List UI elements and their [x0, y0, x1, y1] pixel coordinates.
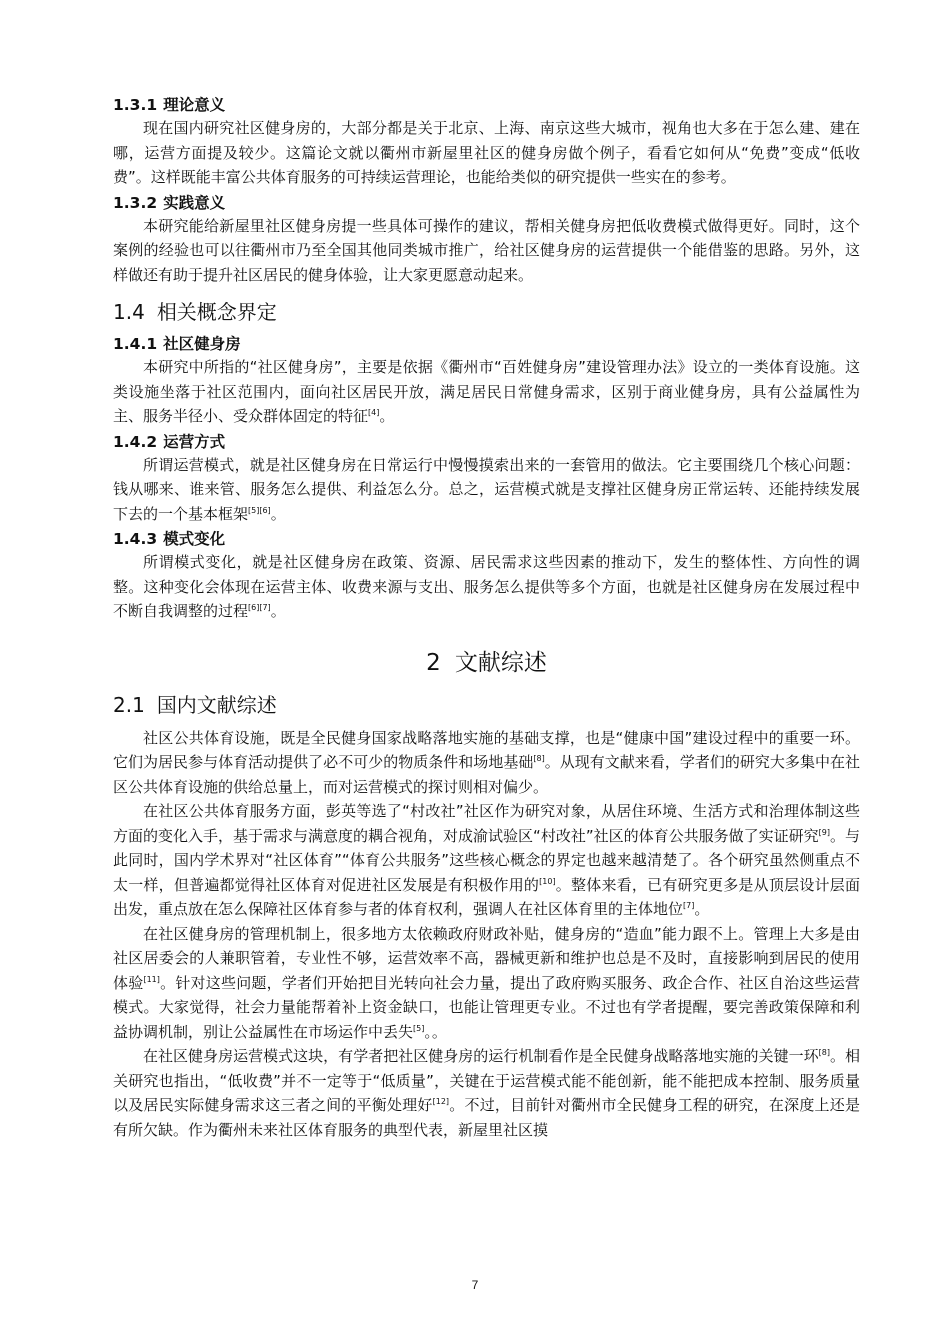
review-paragraph-4: 在社区健身房运营模式这块，有学者把社区健身房的运行机制看作是全民健身战略落地实施的关键一环[8]。相关研究也指出，“低收费”并不一定等于“低质量”，关键在于运营模式能不能创新，能不能把成本控制、服务质量以及居民实际健身需求这三者之间的平衡处理好[12]。不过，目前针对衢州市全民健身工程的研究，在深度上还是有所欠缺。作为衢州未来社区体育服务的典型代表，新屋里社区摸 [113, 1047, 860, 1139]
paragraph-mode-change: 所谓模式变化，就是社区健身房在政策、资源、居民需求这些因素的推动下，发生的整体性、方向性的调整。这种变化会体现在运营主体、收费来源与支出、服务怎么提供等多个方面，也就是社区健身房在发展过程中不断自我调整的过程[6][7]。 [113, 553, 860, 620]
citation: [5] [413, 1023, 425, 1033]
citation: [4] [368, 408, 380, 417]
review-paragraph-3: 在社区健身房的管理机制上，很多地方太依赖政府财政补贴，健身房的“造血”能力跟不上。管理上大多是由社区居委会的人兼职管着，专业性不够，运营效率不高，器械更新和维护也总是不及时，直接影响到居民的使用体验[11]。针对这些问题，学者们开始把目光转向社会力量，提出了政府购买服务、政企合作、社区自治这些运营模式。大家觉得，社会力量能帮着补上资金缺口，也能让管理更专业。不过也有学者提醒，要完善政策保障和利益协调机制，别让公益属性在市场运作中丢失[5]。。 [113, 924, 861, 1041]
heading-1-3-1: 1.3.1 理论意义 [113, 96, 226, 114]
paragraph-operation-mode: 所谓运营模式，就是社区健身房在日常运行中慢慢摸索出来的一套管用的做法。它主要围绕几个核心问题：钱从哪来、谁来管、服务怎么提供、利益怎么分。总之，运营模式就是支撑社区健身房正常运转、还能持续发展下去的一个基本框架[5][6]。 [113, 455, 860, 523]
heading-1-4-3: 1.4.3 模式变化 [113, 530, 226, 548]
heading-1-4: 1.4 相关概念界定 [113, 300, 277, 324]
citation: [7] [683, 901, 695, 910]
page-number: 7 [471, 1278, 479, 1292]
page-content [113, 92, 860, 1142]
citation: [9] [818, 827, 830, 837]
chapter-2-heading: 2 文献综述 [426, 649, 547, 676]
heading-1-4-2: 1.4.2 运营方式 [113, 432, 226, 451]
heading-1-3-2: 1.3.2 实践意义 [113, 193, 226, 212]
citation: [12] [432, 1097, 450, 1106]
citation: [5][6] [248, 505, 271, 515]
paragraph-theoretical-significance: 现在国内研究社区健身房的，大部分都是关于北京、上海、南京这些大城市，视角也大多在于怎么建、建在哪，运营方面提及较少。这篇论文就以衢州市新屋里社区的健身房做个例子，看看它如何从“免费”变成“低收费”。这样既能丰富公共体育服务的可持续运营理论，也能给类似的研究提供一些实在的参考。 [113, 119, 860, 186]
citation: [11] [143, 974, 160, 984]
heading-1-4-1: 1.4.1 社区健身房 [113, 335, 241, 353]
citation: [8] [818, 1048, 830, 1057]
review-paragraph-2: 在社区公共体育服务方面，彭英等选了“村改社”社区作为研究对象，从居住环境、生活方式和治理体制这些方面的变化入手，基于需求与满意度的耦合视角，对成渝试验区“村改社”社区的体育公共服务做了实证研究[9]。与此同时，国内学术界对“社区体育”“体育公共服务”这些核心概念的界定也越来越清楚了。各个研究虽然侧重点不太一样，但普遍都觉得社区体育对促进社区发展是有积极作用的[10]。整体来看，已有研究更多是从顶层设计层面出发，重点放在怎么保障社区体育参与者的体育权利，强调人在社区体育里的主体地位[7]。 [113, 802, 860, 918]
citation: [8] [533, 754, 545, 763]
review-paragraph-1: 社区公共体育设施，既是全民健身国家战略落地实施的基础支撑，也是“健康中国”建设过程中的重要一环。它们为居民参与体育活动提供了必不可少的物质条件和场地基础[8]。从现有文献来看，学者们的研究大多集中在社区公共体育设施的供给总量上，而对运营模式的探讨则相对偏少。 [113, 728, 861, 796]
citation: [6][7] [248, 603, 271, 612]
paragraph-practical-significance: 本研究能给新屋里社区健身房提一些具体可操作的建议，帮相关健身房把低收费模式做得更好。同时，这个案例的经验也可以往衢州市乃至全国其他同类城市推广，给社区健身房的运营提供一个能借鉴的思路。另外，这样做还有助于提升社区居民的健身体验，让大家更愿意动起来。 [113, 216, 860, 284]
citation: [10] [539, 876, 556, 886]
heading-2-1: 2.1 国内文献综述 [113, 692, 277, 717]
paragraph-community-gym: 本研究中所指的“社区健身房”，主要是依据《衢州市“百姓健身房”建设管理办法》设立的一类体育设施。这类设施坐落于社区范围内，面向社区居民开放，满足居民日常健身需求，区别于商业健身房，具有公益属性为主、服务半径小、受众群体固定的特征[4]。 [113, 358, 860, 425]
